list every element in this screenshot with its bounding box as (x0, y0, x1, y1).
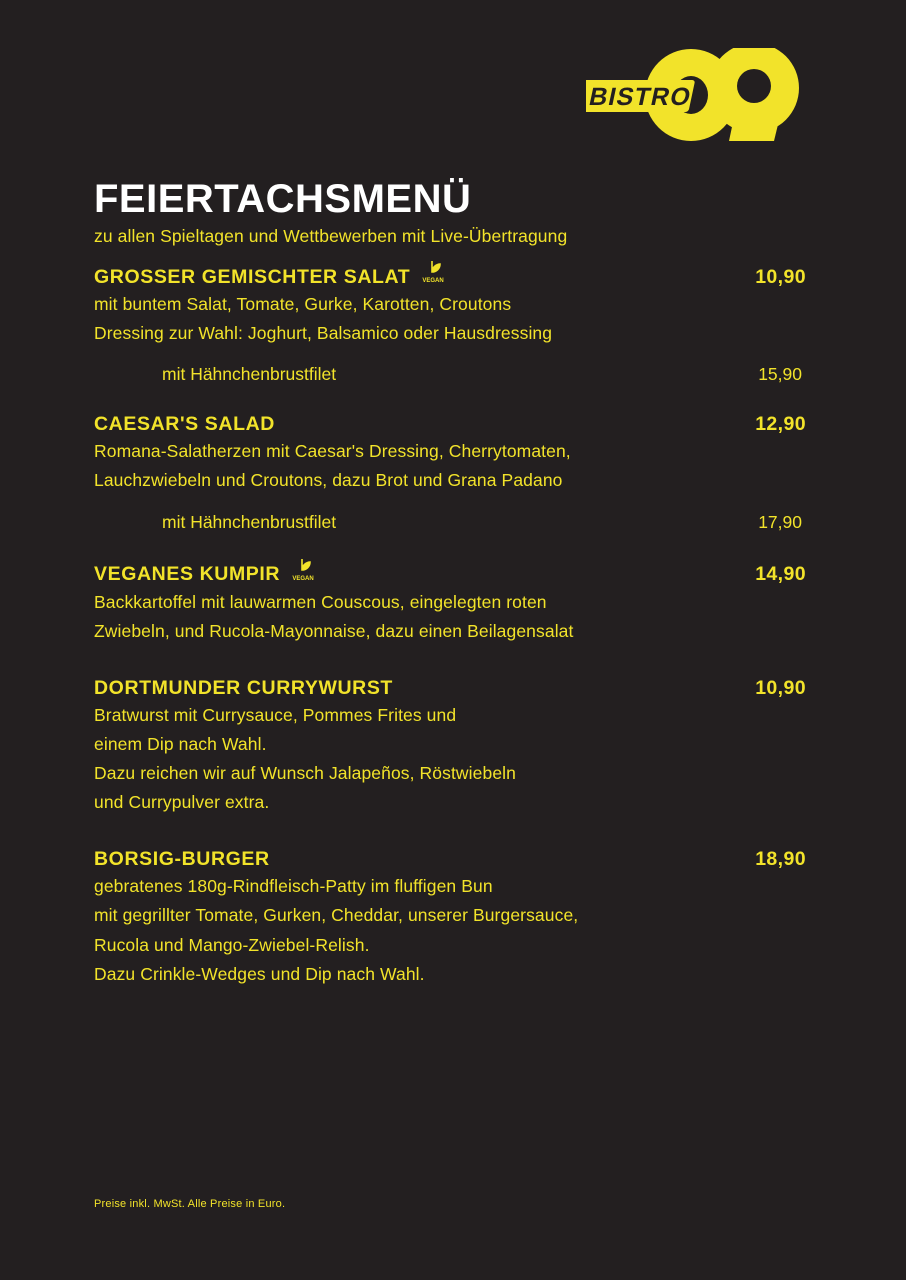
vegan-icon (420, 260, 446, 284)
menu-item-price: 14,90 (755, 563, 806, 585)
menu-item-description-line: gebratenes 180g-Rindfleisch-Patty im fluffigen Bun (94, 876, 493, 897)
menu-item-description-line: Dazu reichen wir auf Wunsch Jalapeños, Röstwiebeln (94, 763, 516, 783)
menu-item-description-line: Rucola und Mango-Zwiebel-Relish. (94, 934, 370, 955)
bistro-09-logo (586, 48, 802, 142)
menu-item-description-line: mit gegrillter Tomate, Gurken, Cheddar, unserer Burgersauce, (94, 905, 579, 926)
vegan-icon (290, 558, 316, 582)
menu-item-option-label: mit Hähnchenbrustfilet (162, 364, 337, 385)
svg-text:VEGAN: VEGAN (292, 575, 314, 582)
menu-item-name: CAESAR'S SALAD (94, 413, 275, 436)
menu-item-name: VEGANES KUMPIR (94, 563, 281, 585)
menu-item-option-price: 17,90 (758, 511, 802, 532)
menu-item-description-line: Zwiebeln, und Rucola-Mayonnaise, dazu einen Beilagensalat (94, 620, 574, 641)
menu-item-price: 10,90 (755, 265, 806, 288)
svg-text:VEGAN: VEGAN (422, 278, 444, 284)
menu-item-description-line: und Currypulver extra. (94, 792, 270, 813)
menu-item-name: DORTMUNDER CURRYWURST (94, 676, 393, 699)
price-note: Preise inkl. MwSt. Alle Preise in Euro. (94, 1198, 286, 1210)
menu-item-description-line: einem Dip nach Wahl. (94, 733, 267, 754)
page-subtitle: zu allen Spieltagen und Wettbewerben mit Live-Übertragung (94, 226, 568, 246)
menu-header (94, 178, 814, 247)
menu-item-description-line: mit buntem Salat, Tomate, Gurke, Karotten, Croutons (94, 294, 512, 314)
menu-item-description-line: Backkartoffel mit lauwarmen Couscous, eingelegten roten (94, 591, 547, 612)
menu-item (94, 848, 806, 988)
menu-item-description-line: Lauchzwiebeln und Croutons, dazu Brot und Grana Padano (94, 470, 563, 491)
menu-item-description-line: Dazu Crinkle-Wedges und Dip nach Wahl. (94, 963, 425, 984)
page-title: FEIERTACHSMENÜ (94, 177, 472, 221)
menu-items-list (94, 265, 806, 1010)
menu-item-option-label: mit Hähnchenbrustfilet (162, 511, 337, 532)
menu-item-price: 12,90 (755, 413, 806, 436)
menu-item-name: BORSIG-BURGER (94, 848, 270, 871)
menu-item (94, 677, 806, 817)
menu-item (94, 563, 806, 645)
menu-item-option (94, 364, 806, 385)
menu-item (94, 265, 806, 385)
menu-item-price: 18,90 (755, 848, 806, 871)
menu-item (94, 413, 806, 532)
svg-text:BISTRO: BISTRO (586, 83, 695, 111)
menu-item-description-line: Dressing zur Wahl: Joghurt, Balsamico oder Hausdressing (94, 323, 553, 344)
menu-item-description-line: Bratwurst mit Currysauce, Pommes Frites und (94, 704, 457, 725)
menu-item-option (94, 512, 806, 533)
menu-item-price: 10,90 (755, 676, 806, 699)
menu-item-name: GROSSER GEMISCHTER SALAT (94, 265, 411, 288)
menu-item-description-line: Romana-Salatherzen mit Caesar's Dressing, Cherrytomaten, (94, 441, 571, 462)
menu-item-option-price: 15,90 (758, 364, 802, 385)
